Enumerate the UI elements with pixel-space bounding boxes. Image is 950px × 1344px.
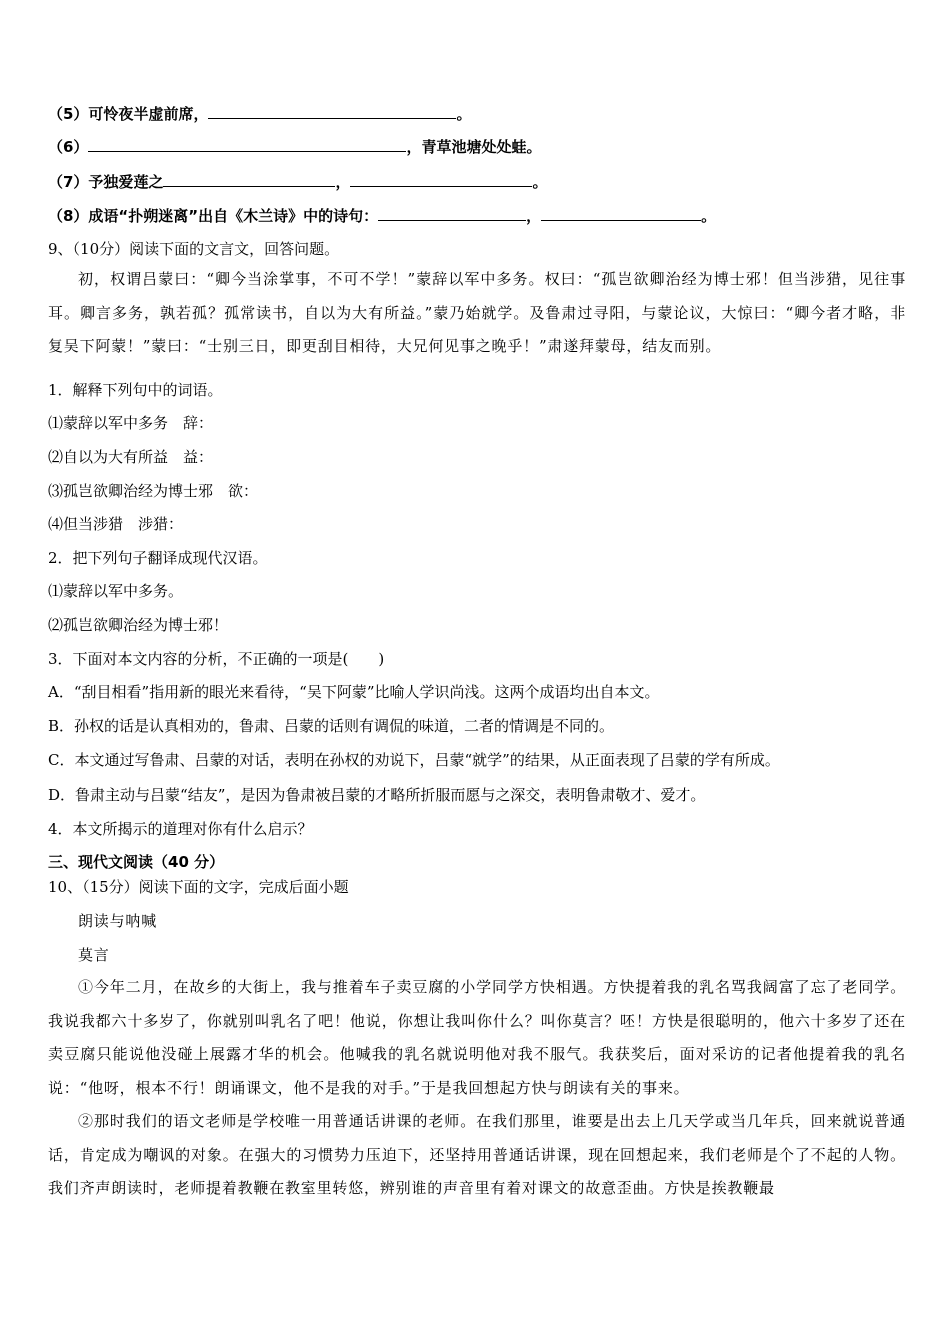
q9-sub2-item: ⑵孤岂欲卿治经为博士邪！ (48, 616, 229, 634)
article-title: 朗读与呐喊 (78, 912, 158, 930)
q9-option-a: A．“刮目相看”指用新的眼光来看待，“吴下阿蒙”比喻人学识尚浅。这两个成语均出自本文。 (48, 683, 660, 701)
q9-sub1-item: ⑴蒙辞以军中多务 辞： (48, 414, 214, 432)
q8-suffix: 。 (701, 207, 717, 225)
q9-sub1-item: ⑶孤岂欲卿治经为博士邪 欲： (48, 482, 259, 500)
q9-passage (48, 263, 906, 364)
q5-answer-blank[interactable] (208, 104, 456, 119)
q8-answer-blank-2[interactable] (541, 206, 701, 221)
fill-blank-q5 (48, 104, 471, 124)
q7-answer-blank-2[interactable] (350, 172, 532, 187)
q7-mid: ， (335, 173, 351, 191)
q6-prefix: （6） (48, 138, 89, 156)
q9-sub1: 1．解释下列句中的词语。 (48, 381, 223, 399)
q9-sub3: 3．下面对本文内容的分析，不正确的一项是( ) (48, 650, 385, 668)
q9-sub2: 2．把下列句子翻译成现代汉语。 (48, 549, 268, 567)
q6-answer-blank[interactable] (88, 137, 406, 152)
q9-sub2-item: ⑴蒙辞以军中多务。 (48, 582, 184, 600)
article-author: 莫言 (78, 946, 110, 964)
article-paragraph: ②那时我们的语文老师是学校唯一用普通话讲课的老师。在我们那里，谁要是出去上几天学或当几年兵，回来就说普通话，肯定成为嘲讽的对象。在强大的习惯势力压迫下，还坚持用普通话讲课，现在回想起来，我们老师是个了不起的人物。我们齐声朗读时，老师提着教鞭在教室里转悠，辨别谁的声音里有着对课文的故意歪曲。方快是挨教鞭最 (48, 1112, 906, 1197)
q5-prefix: （5）可怜夜半虚前席， (48, 105, 209, 123)
article-body (48, 971, 906, 1206)
q10-heading: 10、（15分）阅读下面的文字，完成后面小题 (48, 878, 349, 896)
q9-option-b: B．孙权的话是认真相劝的，鲁肃、吕蒙的话则有调侃的味道，二者的情调是不同的。 (48, 717, 615, 735)
q8-answer-blank-1[interactable] (378, 206, 526, 221)
section3-heading: 三、现代文阅读（40 分） (48, 853, 225, 871)
q7-prefix: （7）予独爱莲之 (48, 173, 164, 191)
article-paragraph: ①今年二月，在故乡的大街上，我与推着车子卖豆腐的小学同学方快相遇。方快提着我的乳名骂我阔富了忘了老同学。我说我都六十多岁了，你就别叫乳名了吧！他说，你想让我叫你什么？叫你莫言？呸！方快是很聪明的，他六十多岁了还在卖豆腐只能说他没碰上展露才华的机会。他喊我的乳名就说明他对我不服气。我获奖后，面对采访的记者他提着我的乳名说：“他呀，根本不行！朗诵课文，他不是我的对手。”于是我回想起方快与朗读有关的事来。 (48, 978, 906, 1097)
q6-suffix: ，青草池塘处处蛙。 (406, 138, 542, 156)
q9-option-d: D．鲁肃主动与吕蒙“结友”，是因为鲁肃被吕蒙的才略所折服而愿与之深交，表明鲁肃敬才、爱才。 (48, 786, 706, 804)
q9-sub1-item: ⑵自以为大有所益 益： (48, 448, 214, 466)
fill-blank-q7 (48, 172, 547, 192)
q8-prefix: （8）成语“扑朔迷离”出自《木兰诗》中的诗句： (48, 207, 379, 225)
q5-suffix: 。 (456, 105, 472, 123)
fill-blank-q6 (48, 137, 541, 157)
q9-sub4: 4．本文所揭示的道理对你有什么启示？ (48, 820, 313, 838)
q8-mid: ， (526, 207, 542, 225)
q9-option-c: C．本文通过写鲁肃、吕蒙的对话，表明在孙权的劝说下，吕蒙“就学”的结果，从正面表现了吕蒙的学有所成。 (48, 751, 780, 769)
q9-sub1-item: ⑷但当涉猎 涉猎： (48, 515, 184, 533)
q9-passage-text: 初，权谓吕蒙曰：“卿今当涂掌事，不可不学！”蒙辞以军中多务。权曰：“孤岂欲卿治经为博士邪！但当涉猎，见往事耳。卿言多务，孰若孤？孤常读书，自以为大有所益。”蒙乃始就学。及鲁肃过寻阳，与蒙论议，大惊曰：“卿今者才略，非复吴下阿蒙！”蒙曰：“士别三日，即更刮目相待，大兄何见事之晚乎！”肃遂拜蒙母，结友而别。 (48, 270, 906, 355)
q7-answer-blank-1[interactable] (163, 172, 335, 187)
q7-suffix: 。 (532, 173, 548, 191)
fill-blank-q8 (48, 206, 716, 226)
q9-heading: 9、（10分）阅读下面的文言文，回答问题。 (48, 240, 340, 258)
